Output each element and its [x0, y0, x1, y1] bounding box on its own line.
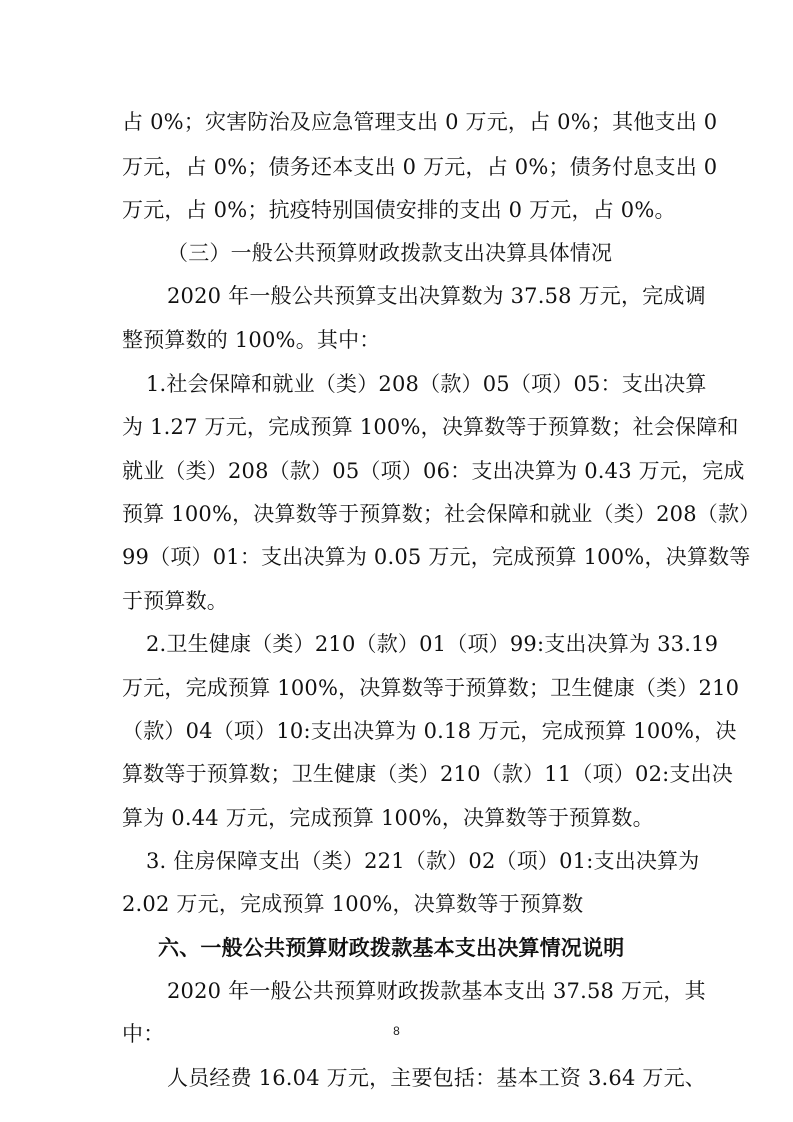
list-item-line: 2.卫生健康（类）210（款）01（项）99:支出决算为 33.19 [146, 632, 719, 656]
list-item-line: 99（项）01：支出决算为 0.05 万元，完成预算 100%，决算数等 [122, 545, 751, 569]
list-item-line: 就业（类）208（款）05（项）06：支出决算为 0.43 万元，完成 [122, 459, 745, 483]
paragraph-line: 中： [122, 1022, 165, 1046]
paragraph-line: 占 0%；灾害防治及应急管理支出 0 万元，占 0%；其他支出 0 [122, 110, 718, 134]
section-subheading: （三）一般公共预算财政拨款支出决算具体情况 [167, 241, 613, 265]
paragraph-line: 万元，占 0%；抗疫特别国债安排的支出 0 万元，占 0%。 [122, 198, 676, 222]
paragraph-line: 整预算数的 100%。其中： [122, 328, 381, 352]
paragraph-line: 万元，占 0%；债务还本支出 0 万元，占 0%；债务付息支出 0 [122, 155, 718, 179]
list-item-line: 1.社会保障和就业（类）208（款）05（项）05：支出决算 [146, 372, 707, 396]
list-item-line: 预算 100%，决算数等于预算数；社会保障和就业（类）208（款） [122, 502, 761, 526]
list-item-line: 算为 0.44 万元，完成预算 100%，决算数等于预算数。 [122, 806, 654, 830]
list-item-line: 3. 住房保障支出（类）221（款）02（项）01:支出决算为 [146, 849, 700, 873]
paragraph-line: 2020 年一般公共预算财政拨款基本支出 37.58 万元，其 [167, 979, 706, 1003]
list-item-line: 为 1.27 万元，完成预算 100%，决算数等于预算数；社会保障和 [122, 415, 739, 439]
paragraph-line: 2020 年一般公共预算支出决算数为 37.58 万元，完成调 [167, 284, 706, 308]
list-item-line: 算数等于预算数；卫生健康（类）210（款）11（项）02:支出决 [122, 762, 733, 786]
list-item-line: 2.02 万元，完成预算 100%，决算数等于预算数 [122, 892, 584, 916]
paragraph-line: 人员经费 16.04 万元，主要包括：基本工资 3.64 万元、 [167, 1066, 706, 1090]
list-item-line: （款）04（项）10:支出决算为 0.18 万元，完成预算 100%，决 [122, 719, 737, 743]
section-heading: 六、一般公共预算财政拨款基本支出决算情况说明 [158, 936, 625, 960]
list-item-line: 万元，完成预算 100%，决算数等于预算数；卫生健康（类）210 [122, 676, 740, 700]
list-item-line: 于预算数。 [122, 589, 228, 613]
page-number: 8 [393, 1024, 400, 1038]
